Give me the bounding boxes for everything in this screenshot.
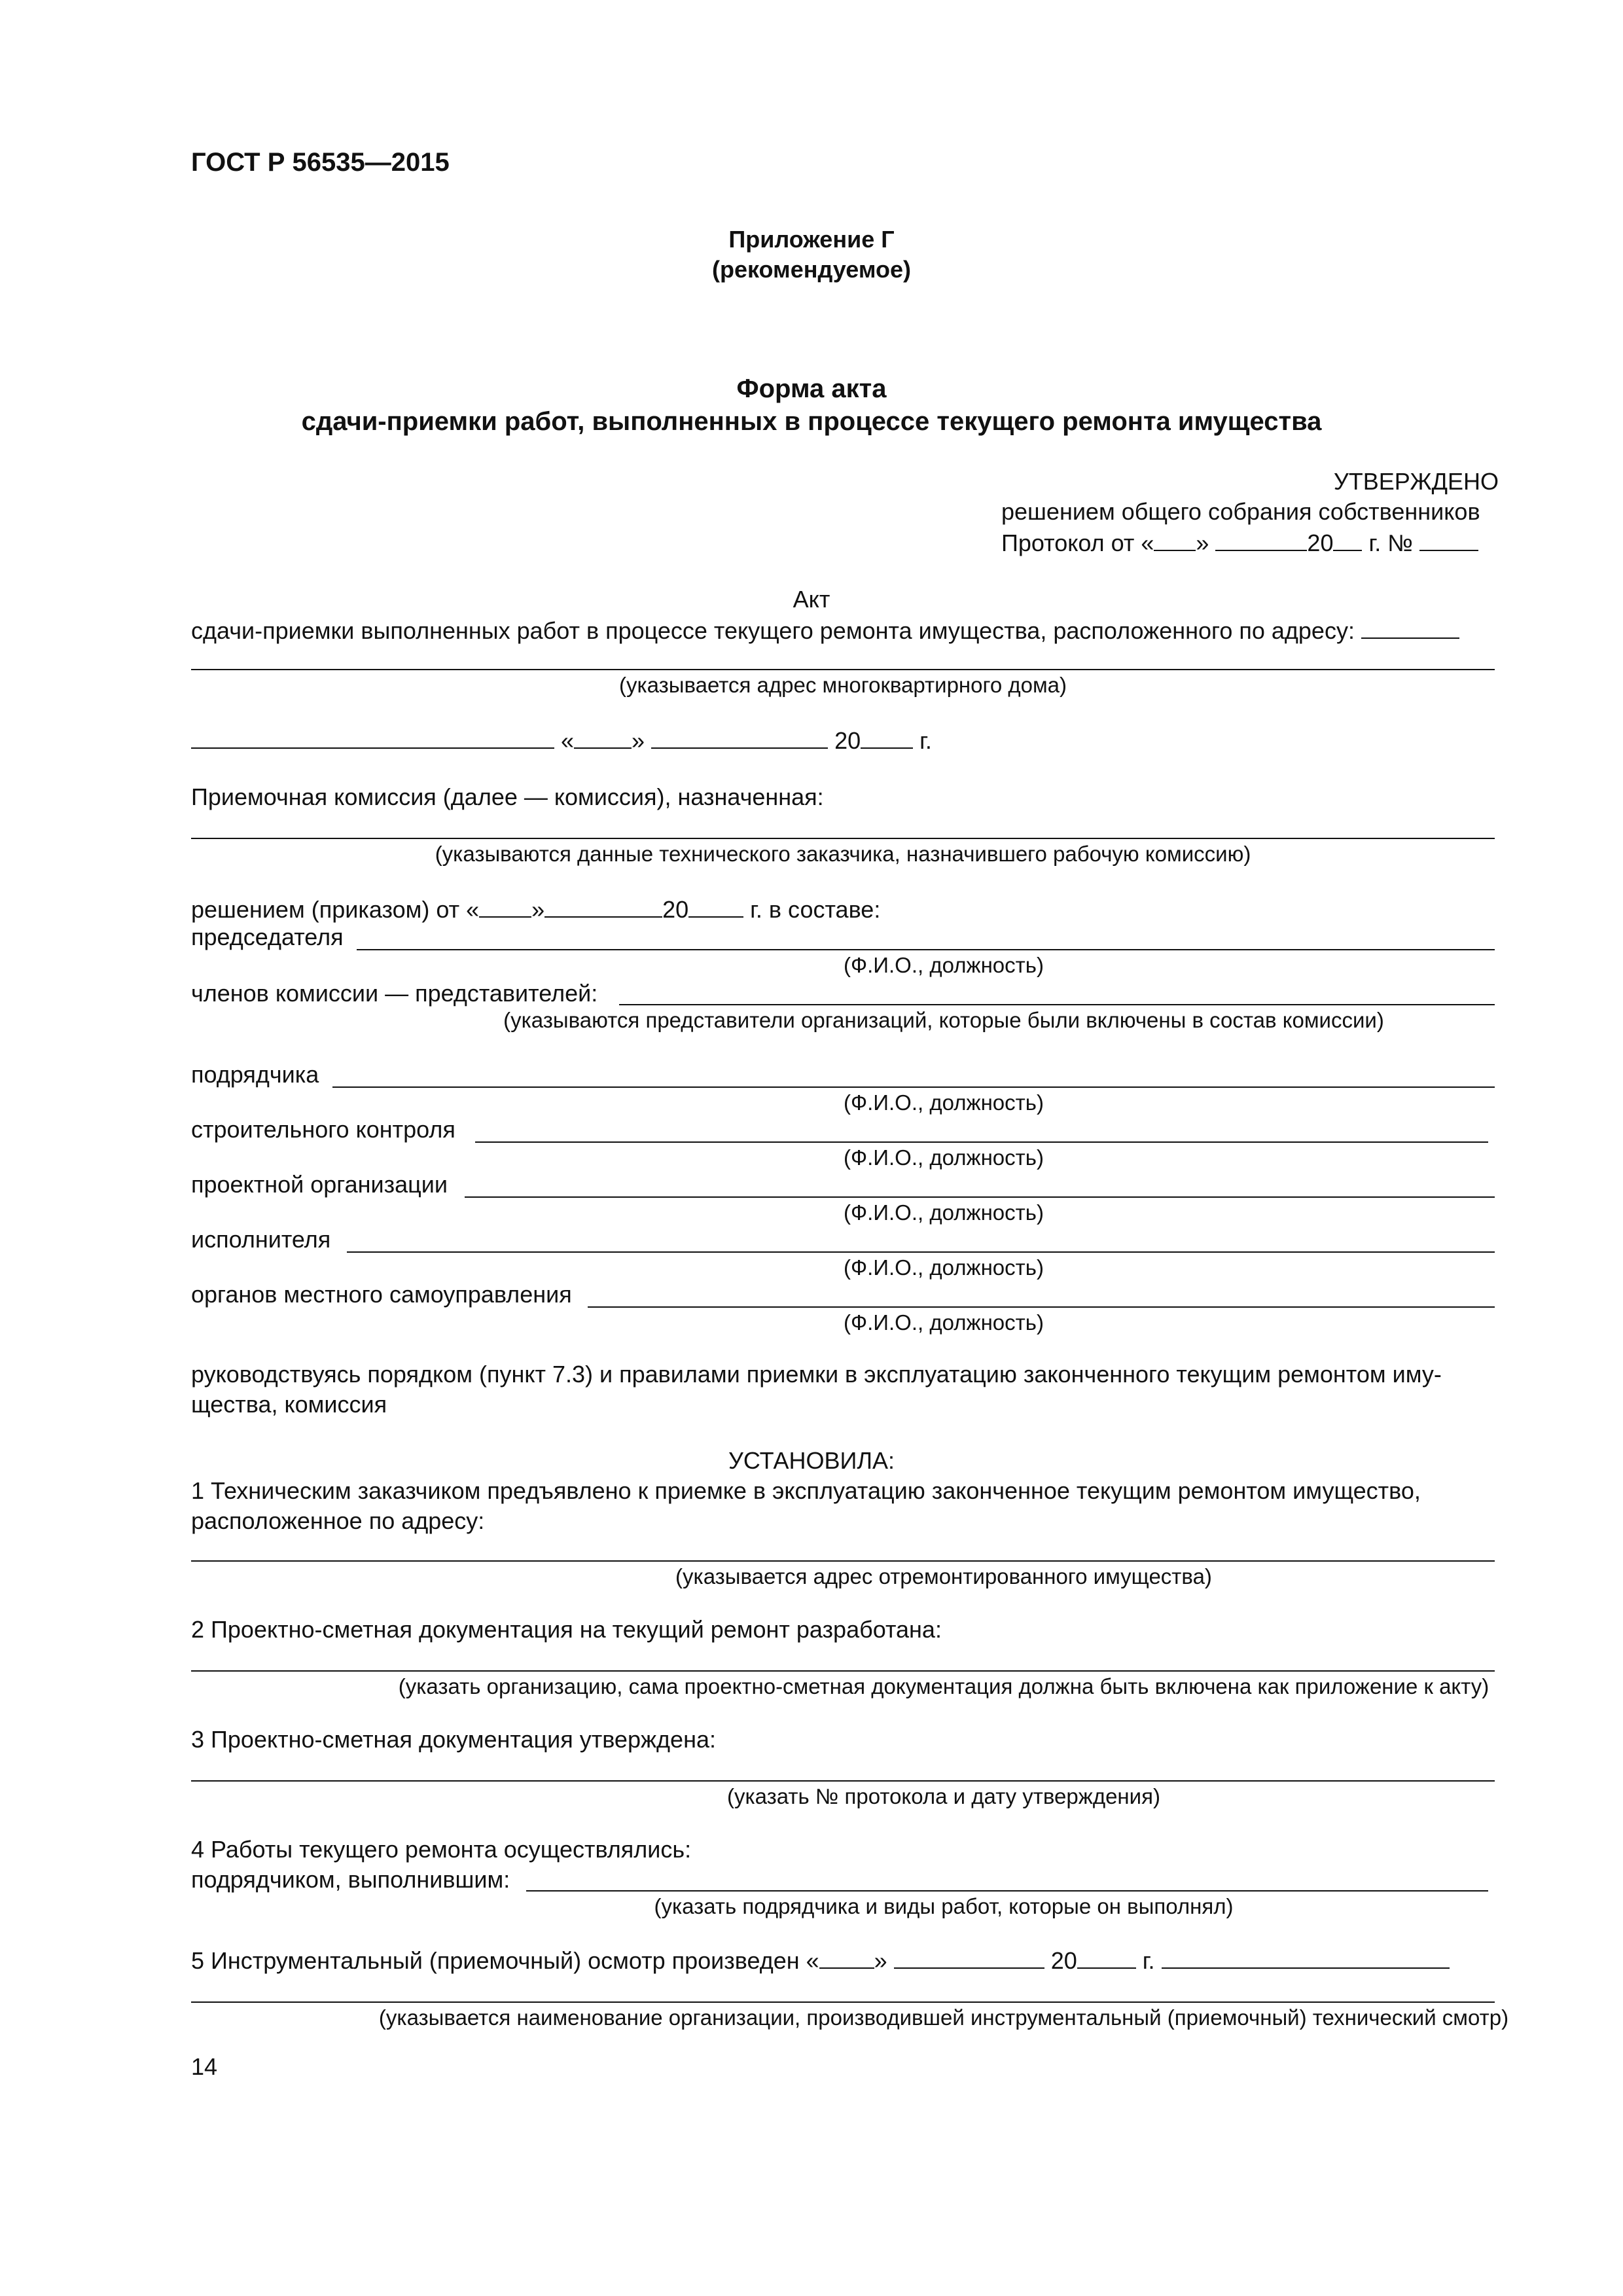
contractor-label: подрядчика xyxy=(191,1061,319,1088)
act-place-date-line xyxy=(191,728,932,753)
local-gov-field[interactable] xyxy=(588,1306,1495,1308)
item5-extra-field[interactable] xyxy=(1162,1948,1450,1969)
executor-field[interactable] xyxy=(347,1251,1495,1253)
decision-day-field[interactable] xyxy=(479,897,531,918)
executor-label: исполнителя xyxy=(191,1226,331,1253)
guided-line1: руководствуясь порядком (пункт 7.3) и правилами приемки в эксплуатацию законченного текущим ремонтом иму- xyxy=(191,1361,1442,1388)
protocol-from-label: Протокол от « xyxy=(1001,529,1154,556)
members-hint: (указываются представители организаций, которые были включены в состав комиссии) xyxy=(503,1008,1384,1032)
protocol-line xyxy=(1001,530,1478,555)
construction-control-label: строительного контроля xyxy=(191,1116,455,1143)
protocol-year-field[interactable] xyxy=(1333,530,1362,551)
item5-hint: (указывается наименование организации, производившей инструментальный (приемочный) технический смотр) xyxy=(378,2005,1509,2030)
appendix-subtitle: (рекомендуемое) xyxy=(712,256,911,283)
decision-year-prefix: 20 xyxy=(662,896,689,923)
act-intro: сдачи-приемки выполненных работ в процессе текущего ремонта имущества, расположенного по адресу: xyxy=(191,617,1355,644)
executor-hint: (Ф.И.О., должность) xyxy=(844,1255,1044,1280)
item5-month-field[interactable] xyxy=(894,1948,1044,1969)
form-title-line1: Форма акта xyxy=(736,374,887,403)
item5-prefix: 5 Инструментальный (приемочный) осмотр произведен « xyxy=(191,1947,819,1974)
act-month-field[interactable] xyxy=(651,728,828,749)
act-intro-line xyxy=(191,618,1459,643)
quote-close: » xyxy=(1196,529,1209,556)
protocol-number-label: г. № xyxy=(1362,529,1413,556)
act-address-field[interactable] xyxy=(1361,618,1459,639)
contractor-hint: (Ф.И.О., должность) xyxy=(844,1090,1044,1115)
item1-line2: расположенное по адресу: xyxy=(191,1507,485,1534)
members-field[interactable] xyxy=(619,1004,1495,1005)
date-quote-close: » xyxy=(632,727,645,754)
design-org-label: проектной организации xyxy=(191,1171,448,1198)
item3-field[interactable] xyxy=(191,1780,1495,1782)
protocol-month-field[interactable] xyxy=(1215,530,1307,551)
design-org-hint: (Ф.И.О., должность) xyxy=(844,1200,1044,1225)
item5-year-field[interactable] xyxy=(1077,1948,1136,1969)
form-title-line2: сдачи-приемки работ, выполненных в процессе текущего ремонта имущества xyxy=(301,407,1322,436)
act-year-suffix: г. xyxy=(913,727,932,754)
item4-line1: 4 Работы текущего ремонта осуществлялись: xyxy=(191,1836,692,1863)
item4-label: подрядчиком, выполнившим: xyxy=(191,1866,510,1893)
act-title: Акт xyxy=(793,586,830,613)
item5-line xyxy=(191,1948,1450,1973)
address-line[interactable] xyxy=(191,669,1495,670)
item4-hint: (указать подрядчика и виды работ, которые он выполнял) xyxy=(654,1894,1234,1918)
chairman-label: председателя xyxy=(191,924,344,950)
contractor-field[interactable] xyxy=(332,1086,1495,1088)
item3-text: 3 Проектно-сметная документация утверждена: xyxy=(191,1726,716,1753)
customer-hint: (указываются данные технического заказчика, назначившего рабочую комиссию) xyxy=(435,842,1251,866)
approved-label: УТВЕРЖДЕНО xyxy=(1333,468,1499,495)
local-gov-label: органов местного самоуправления xyxy=(191,1281,572,1308)
item3-hint: (указать № протокола и дату утверждения) xyxy=(727,1784,1160,1808)
act-year-prefix: 20 xyxy=(834,727,861,754)
decision-year-field[interactable] xyxy=(688,897,743,918)
item2-text: 2 Проектно-сметная документация на текущий ремонт разработана: xyxy=(191,1616,942,1643)
item5-quote-close: » xyxy=(874,1947,887,1974)
decision-month-field[interactable] xyxy=(544,897,662,918)
appendix-title: Приложение Г xyxy=(728,226,895,253)
guided-line2: щества, комиссия xyxy=(191,1391,387,1418)
act-year-field[interactable] xyxy=(861,728,913,749)
commission-intro: Приемочная комиссия (далее — комиссия), назначенная: xyxy=(191,783,824,810)
chairman-hint: (Ф.И.О., должность) xyxy=(844,953,1044,977)
item5-year-suffix: г. xyxy=(1135,1947,1155,1974)
page-number: 14 xyxy=(191,2053,218,2080)
approved-by: решением общего собрания собственников xyxy=(1001,498,1480,525)
act-place-field[interactable] xyxy=(191,728,554,749)
decision-suffix: г. в составе: xyxy=(743,896,881,923)
item2-field[interactable] xyxy=(191,1670,1495,1672)
local-gov-hint: (Ф.И.О., должность) xyxy=(844,1310,1044,1335)
decision-prefix: решением (приказом) от « xyxy=(191,896,480,923)
design-org-field[interactable] xyxy=(465,1196,1495,1198)
item5-org-field[interactable] xyxy=(191,2001,1495,2003)
customer-line[interactable] xyxy=(191,838,1495,839)
construction-control-hint: (Ф.И.О., должность) xyxy=(844,1145,1044,1170)
act-day-field[interactable] xyxy=(574,728,632,749)
item1-field[interactable] xyxy=(191,1560,1495,1562)
address-hint: (указывается адрес многоквартирного дома) xyxy=(619,673,1067,697)
year-prefix: 20 xyxy=(1307,529,1334,556)
item4-field[interactable] xyxy=(526,1890,1488,1892)
item1-hint: (указывается адрес отремонтированного имущества) xyxy=(675,1564,1212,1588)
item5-year-prefix: 20 xyxy=(1050,1947,1077,1974)
decision-quote-close: » xyxy=(531,896,545,923)
date-quote-open: « xyxy=(561,727,575,754)
members-label: членов комиссии — представителей: xyxy=(191,980,598,1007)
chairman-field[interactable] xyxy=(357,949,1495,950)
item1-line1: 1 Техническим заказчиком предъявлено к приемке в эксплуатацию законченное текущим ремонтом имущество, xyxy=(191,1477,1421,1504)
construction-control-field[interactable] xyxy=(475,1141,1488,1143)
item5-day-field[interactable] xyxy=(819,1948,874,1969)
established-title: УСТАНОВИЛА: xyxy=(728,1447,895,1474)
protocol-number-field[interactable] xyxy=(1419,530,1478,551)
decision-line xyxy=(191,897,880,922)
document-code: ГОСТ Р 56535—2015 xyxy=(191,148,450,177)
protocol-day-field[interactable] xyxy=(1154,530,1196,551)
item2-hint: (указать организацию, сама проектно-сметная документация должна быть включена как приложение к акту) xyxy=(398,1674,1489,1698)
